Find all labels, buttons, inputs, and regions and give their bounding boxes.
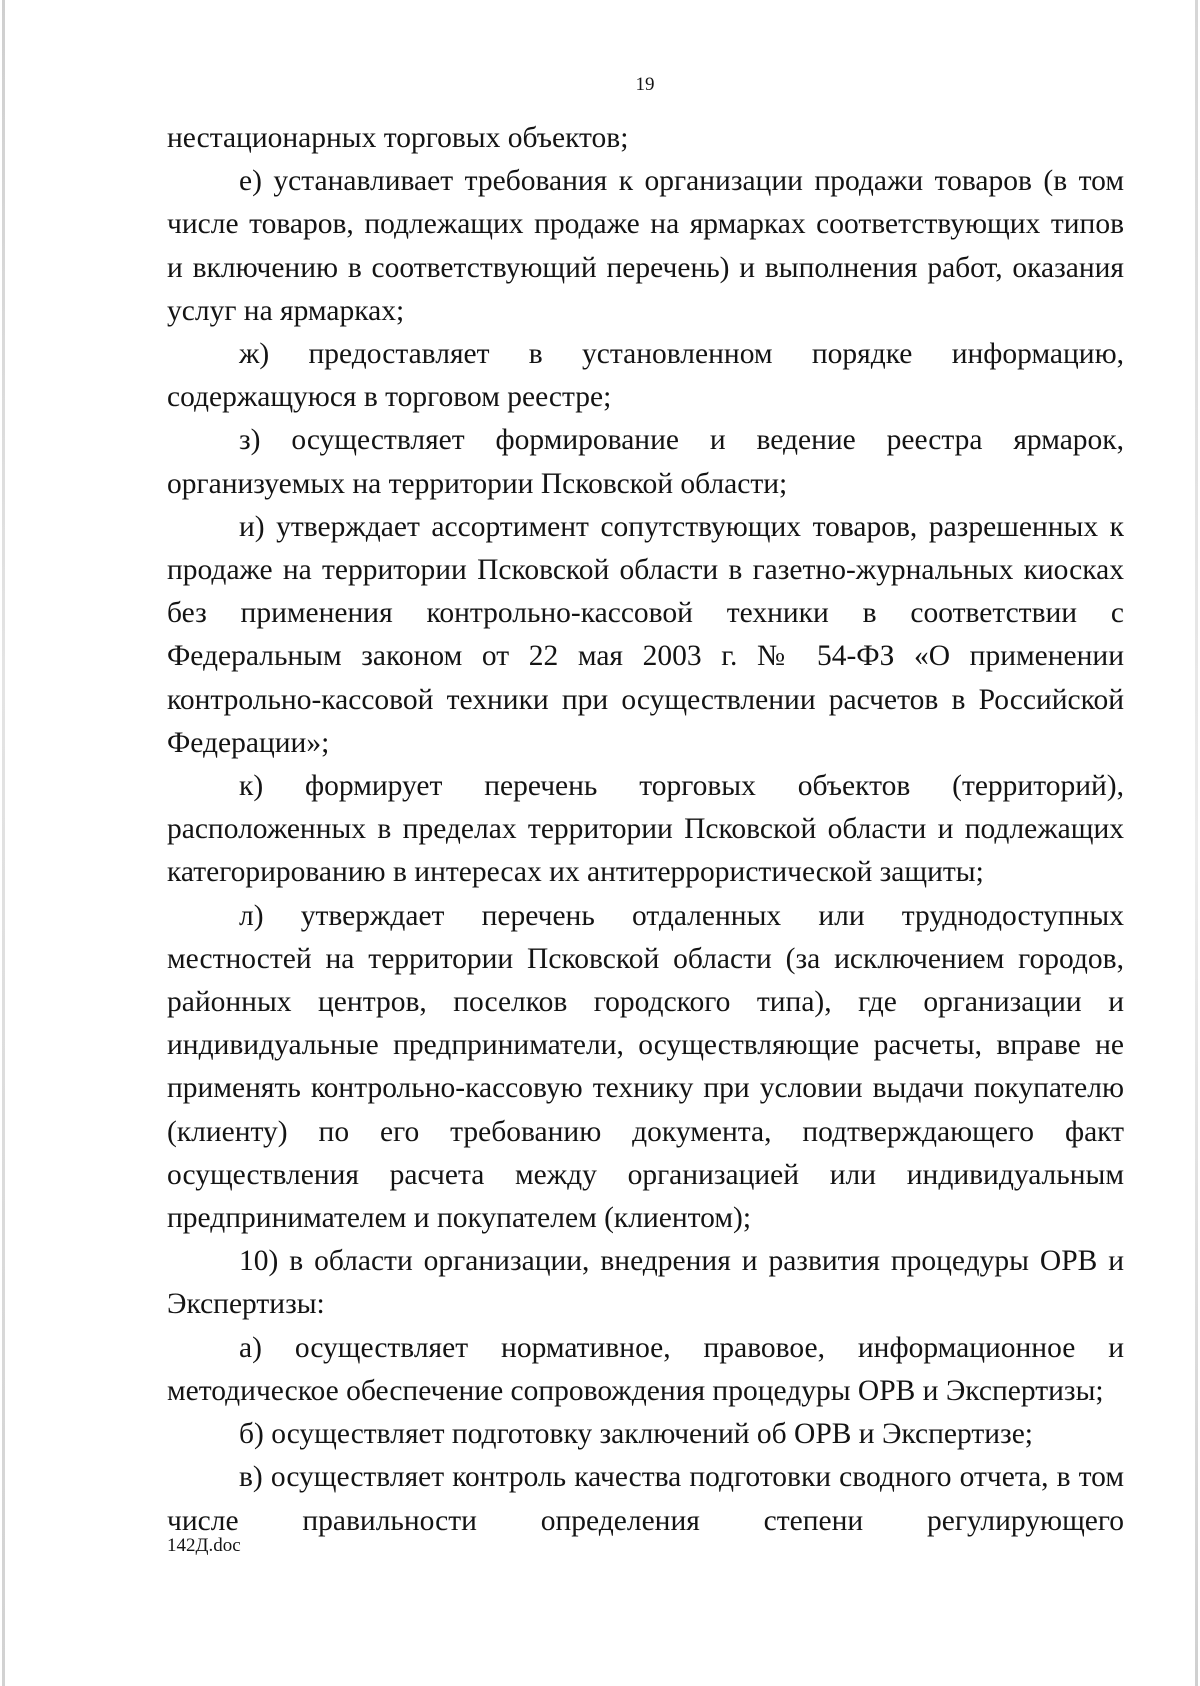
- paragraph: 10) в области организации, внедрения и развития процедуры ОРВ и Экспертизы:: [167, 1245, 1124, 1321]
- paragraph: а) осуществляет нормативное, правовое, информационное и методическое обеспечение сопровождения процедуры ОРВ и Экспертизы;: [167, 1331, 1124, 1407]
- paragraph: ж) предоставляет в установленном порядке информацию, содержащуюся в торговом реестре;: [167, 338, 1124, 414]
- paragraph: з) осуществляет формирование и ведение реестра ярмарок, организуемых на территории Псковской области;: [167, 424, 1124, 500]
- paragraph: л) утверждает перечень отдаленных или труднодоступных местностей на территории Псковской области (за исключением городов, районных центров, поселков городского типа), где организации и индивидуальные предприниматели, осуществляющие расчеты, вправе не применять контрольно-кассовую технику при условии выдачи покупателю (клиенту) по его требованию документа, подтверждающего факт осуществления расчета между организацией или индивидуальным предпринимателем и покупателем (клиентом);: [167, 899, 1124, 1235]
- paragraph: б) осуществляет подготовку заключений об ОРВ и Экспертизе;: [239, 1418, 1033, 1451]
- paragraph: к) формирует перечень торговых объектов (территорий), расположенных в пределах территории Псковской области и подлежащих категорированию в интересах их антитеррористической защиты;: [167, 770, 1124, 889]
- paragraph: е) устанавливает требования к организации продажи товаров (в том числе товаров, подлежащих продаже на ярмарках соответствующих типов и включению в соответствующий перечень) и выполнения работ, оказания услуг на ярмарках;: [167, 165, 1124, 327]
- paragraph: нестационарных торговых объектов;: [167, 122, 629, 154]
- paragraph: и) утверждает ассортимент сопутствующих товаров, разрешенных к продаже на территории Псковской области в газетно-журнальных киосках без применения контрольно-кассовой техники в соответствии с Федеральным законом от 22 мая 2003 г. № 54-ФЗ «О применении контрольно-кассовой техники при осуществлении расчетов в Российской Федерации»;: [167, 510, 1124, 759]
- file-name-footer: 142Д.doc: [167, 1535, 241, 1556]
- document-body: [167, 117, 1124, 1543]
- scan-edge-right: [1195, 0, 1198, 1686]
- paragraph-continued: в) осуществляет контроль качества подготовки сводного отчета, в том числе правильности определения степени регулирующего: [167, 1461, 1124, 1537]
- page-number: 19: [635, 74, 655, 95]
- scan-edge-left: [2, 0, 5, 1686]
